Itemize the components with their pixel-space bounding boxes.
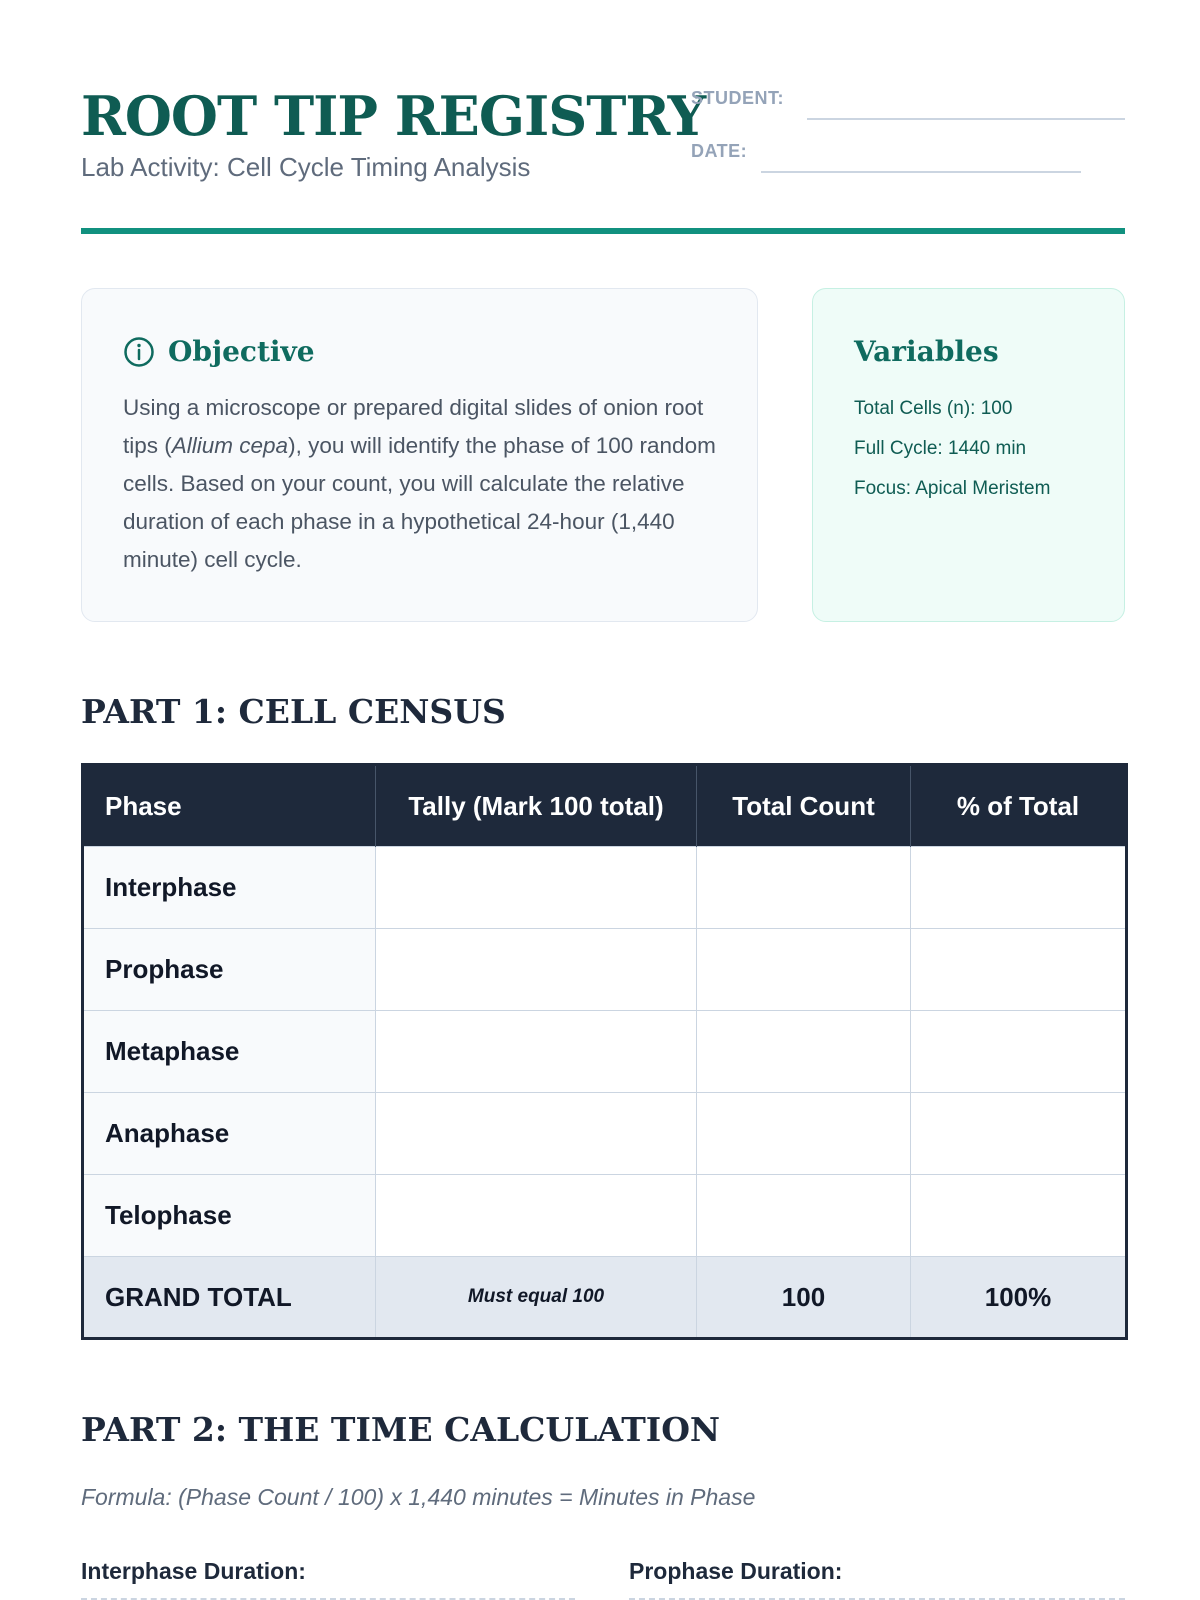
variables-title: Variables xyxy=(854,335,999,368)
worksheet-page xyxy=(81,0,1125,1600)
objective-box xyxy=(81,288,758,622)
count-cell[interactable] xyxy=(697,1011,911,1093)
interphase-duration-label: Interphase Duration: xyxy=(81,1558,306,1584)
count-cell[interactable] xyxy=(697,929,911,1011)
tally-cell[interactable] xyxy=(376,1093,697,1175)
column-header-count: Total Count xyxy=(697,765,911,847)
count-cell[interactable] xyxy=(697,847,911,929)
percent-cell[interactable] xyxy=(911,929,1127,1011)
variables-box xyxy=(812,288,1125,622)
grand-total-label: GRAND TOTAL xyxy=(83,1257,376,1339)
table-row xyxy=(83,847,1127,929)
part2-title: PART 2: THE TIME CALCULATION xyxy=(81,1410,721,1449)
objective-title: Objective xyxy=(168,335,315,368)
phase-cell: Prophase xyxy=(83,929,376,1011)
count-cell[interactable] xyxy=(697,1175,911,1257)
percent-cell[interactable] xyxy=(911,847,1127,929)
objective-text xyxy=(123,389,723,579)
objective-text-part: Using a microscope or prepared digital slides of onion root tips ( xyxy=(123,395,704,458)
column-header-tally: Tally (Mark 100 total) xyxy=(376,765,697,847)
worksheet-header xyxy=(81,84,1125,234)
column-header-percent: % of Total xyxy=(911,765,1127,847)
percent-cell[interactable] xyxy=(911,1175,1127,1257)
tally-cell[interactable] xyxy=(376,929,697,1011)
prophase-duration-label: Prophase Duration: xyxy=(629,1558,843,1584)
info-circle-icon xyxy=(123,336,155,368)
table-row xyxy=(83,929,1127,1011)
header-divider xyxy=(81,228,1125,234)
variable-item: Full Cycle: 1440 min xyxy=(854,438,1027,459)
page-title: ROOT TIP REGISTRY xyxy=(81,84,706,148)
count-cell[interactable] xyxy=(697,1093,911,1175)
percent-cell[interactable] xyxy=(911,1011,1127,1093)
tally-cell[interactable] xyxy=(376,1011,697,1093)
student-label: STUDENT: xyxy=(691,88,784,108)
formula-text: Formula: (Phase Count / 100) x 1,440 minutes = Minutes in Phase xyxy=(81,1484,756,1510)
grand-total-row xyxy=(83,1257,1127,1339)
date-field[interactable] xyxy=(761,171,1081,173)
species-name: Allium cepa xyxy=(171,433,289,458)
objective-heading xyxy=(123,335,315,368)
part1-title: PART 1: CELL CENSUS xyxy=(81,692,506,731)
phase-cell: Telophase xyxy=(83,1175,376,1257)
grand-total-note: Must equal 100 xyxy=(376,1257,697,1339)
table-row xyxy=(83,1175,1127,1257)
tally-cell[interactable] xyxy=(376,847,697,929)
table-row xyxy=(83,1093,1127,1175)
phase-cell: Interphase xyxy=(83,847,376,929)
percent-cell[interactable] xyxy=(911,1093,1127,1175)
phase-cell: Anaphase xyxy=(83,1093,376,1175)
table-row xyxy=(83,1011,1127,1093)
column-header-phase: Phase xyxy=(83,765,376,847)
tally-cell[interactable] xyxy=(376,1175,697,1257)
variable-item: Focus: Apical Meristem xyxy=(854,478,1051,499)
variables-list xyxy=(854,389,1050,509)
objective-text-part: ), you will identify the phase of 100 random cells. Based on your count, you will calculate the relative duration of each phase in a hypothetical 24-hour (1,440 minute) cell cycle. xyxy=(123,433,716,572)
page-subtitle: Lab Activity: Cell Cycle Timing Analysis xyxy=(81,152,531,182)
table-header-row xyxy=(83,765,1127,847)
date-label: DATE: xyxy=(691,141,748,161)
grand-total-percent: 100% xyxy=(911,1257,1127,1339)
grand-total-count: 100 xyxy=(697,1257,911,1339)
variable-item: Total Cells (n): 100 xyxy=(854,398,1013,419)
phase-cell: Metaphase xyxy=(83,1011,376,1093)
student-name-field[interactable] xyxy=(807,118,1125,120)
cell-census-table xyxy=(81,763,1128,1340)
